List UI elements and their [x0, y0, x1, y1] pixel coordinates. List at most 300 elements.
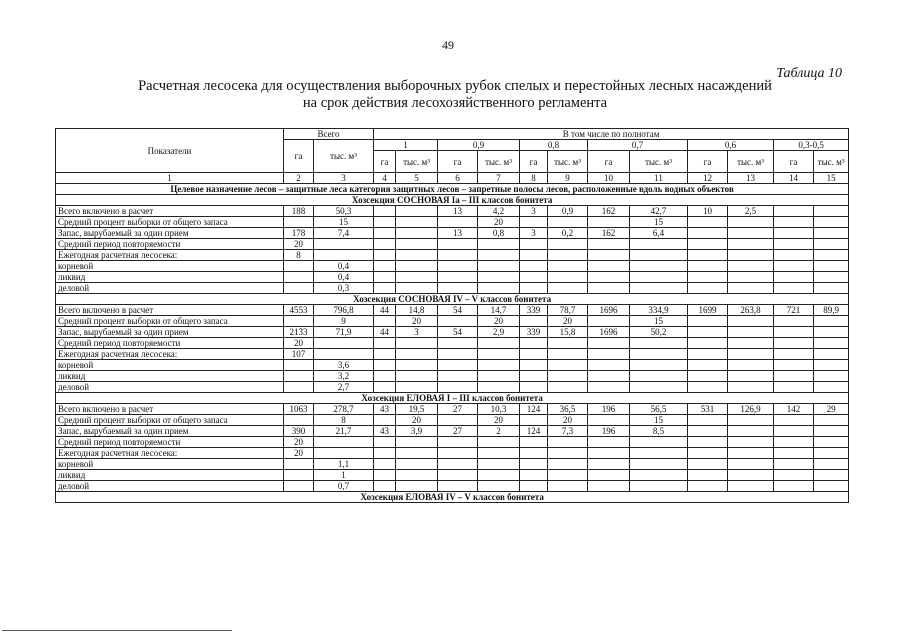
table-cell [814, 272, 849, 283]
table-cell [728, 470, 774, 481]
table-cell: 10 [688, 206, 728, 217]
table-cell: 390 [284, 426, 314, 437]
table-cell: 3,6 [314, 360, 374, 371]
table-row [56, 481, 849, 492]
table-cell [774, 250, 814, 261]
table-cell: 15,8 [548, 327, 588, 338]
table-cell [774, 426, 814, 437]
table-cell [688, 250, 728, 261]
column-number: 8 [520, 173, 548, 184]
table-cell [548, 481, 588, 492]
table-cell [374, 481, 396, 492]
table-title [110, 78, 800, 112]
table-cell [374, 382, 396, 393]
table-cell [478, 382, 520, 393]
table-cell [548, 217, 588, 228]
table-cell [728, 217, 774, 228]
row-label: ликвид [56, 371, 284, 382]
table-cell [814, 261, 849, 272]
table-cell [630, 349, 688, 360]
table-row [56, 327, 849, 338]
column-number: 14 [774, 173, 814, 184]
row-label: Средний процент выборки от общего запаса [56, 217, 284, 228]
page-number: 49 [442, 38, 454, 52]
table-cell [520, 261, 548, 272]
table-cell [438, 250, 478, 261]
table-cell [396, 481, 438, 492]
table-cell [688, 470, 728, 481]
table-cell [374, 459, 396, 470]
table-cell [688, 349, 728, 360]
table-cell [728, 349, 774, 360]
table-cell: 0,2 [548, 228, 588, 239]
table-cell: 43 [374, 404, 396, 415]
table-cell [478, 470, 520, 481]
table-cell [728, 272, 774, 283]
table-cell [374, 371, 396, 382]
header-group-0-9: 0,9 [438, 140, 520, 151]
table-cell [630, 250, 688, 261]
table-cell [688, 371, 728, 382]
row-label: Ежегодная расчетная лесосека: [56, 349, 284, 360]
table-cell [630, 459, 688, 470]
table-cell [548, 382, 588, 393]
table-row [56, 272, 849, 283]
table-cell: 196 [588, 404, 630, 415]
title-line-2: на срок действия лесохозяйственного регламента [302, 95, 608, 111]
table-cell [630, 239, 688, 250]
header-sub-ga: га [774, 151, 814, 173]
table-cell: 9 [314, 316, 374, 327]
table-cell: 339 [520, 305, 548, 316]
row-label: Ежегодная расчетная лесосека: [56, 250, 284, 261]
table-cell [728, 316, 774, 327]
table-cell: 15 [630, 217, 688, 228]
table-cell [478, 448, 520, 459]
table-cell [284, 382, 314, 393]
table-cell [688, 448, 728, 459]
table-cell [478, 459, 520, 470]
table-cell [438, 360, 478, 371]
header-group-0-6: 0,6 [688, 140, 774, 151]
table-cell: 36,5 [548, 404, 588, 415]
table-cell [814, 382, 849, 393]
table-cell: 142 [774, 404, 814, 415]
table-cell: 20 [478, 316, 520, 327]
table-cell: 178 [284, 228, 314, 239]
table-cell [728, 283, 774, 294]
table-row [56, 206, 849, 217]
table-cell [774, 481, 814, 492]
header-sub-tys-m3: тыс. м³ [396, 151, 438, 173]
table-cell [688, 272, 728, 283]
table-cell [374, 250, 396, 261]
table-cell [520, 415, 548, 426]
table-cell [284, 415, 314, 426]
table-cell: 1696 [588, 327, 630, 338]
table-cell [478, 239, 520, 250]
table-cell [520, 239, 548, 250]
table-cell: 7,3 [548, 426, 588, 437]
table-cell [520, 316, 548, 327]
table-cell [728, 415, 774, 426]
row-label: Средний процент выборки от общего запаса [56, 316, 284, 327]
table-cell [478, 283, 520, 294]
table-cell [588, 360, 630, 371]
table-cell [396, 448, 438, 459]
table-cell [284, 470, 314, 481]
table-cell [774, 382, 814, 393]
table-cell [520, 217, 548, 228]
table-cell: 43 [374, 426, 396, 437]
table-cell [374, 206, 396, 217]
table-cell: 20 [396, 415, 438, 426]
table-cell [374, 217, 396, 228]
header-vsego: Всего [284, 129, 374, 140]
table-cell: 107 [284, 349, 314, 360]
table-cell [374, 316, 396, 327]
table-cell [814, 283, 849, 294]
table-cell [588, 481, 630, 492]
header-sub-ga: га [588, 151, 630, 173]
table-cell [774, 360, 814, 371]
table-cell [688, 481, 728, 492]
table-cell [548, 250, 588, 261]
section-title: Хозсекция ЕЛОВАЯ IV – V классов бонитета [56, 492, 849, 503]
table-cell [588, 239, 630, 250]
table-cell: 3 [520, 228, 548, 239]
table-cell: 89,9 [814, 305, 849, 316]
column-number: 12 [688, 173, 728, 184]
table-row [56, 448, 849, 459]
table-cell [688, 327, 728, 338]
table-cell [774, 239, 814, 250]
purpose-row: Целевое назначение лесов – защитные леса категория защитных лесов – запретные полосы лесов, расположенные вдоль водных объектов [56, 184, 849, 195]
table-cell [728, 426, 774, 437]
table-cell [396, 338, 438, 349]
header-group-0-7: 0,7 [588, 140, 688, 151]
table-cell: 126,9 [728, 404, 774, 415]
table-cell [284, 481, 314, 492]
table-cell [588, 283, 630, 294]
header-sub-tys-m3: тыс. м³ [630, 151, 688, 173]
table-cell [814, 415, 849, 426]
table-cell [374, 283, 396, 294]
table-cell [478, 437, 520, 448]
table-cell [520, 360, 548, 371]
table-cell: 162 [588, 228, 630, 239]
table-cell [774, 283, 814, 294]
table-cell [630, 261, 688, 272]
table-cell [548, 360, 588, 371]
table-cell [588, 349, 630, 360]
table-cell [520, 459, 548, 470]
table-cell [588, 217, 630, 228]
table-cell [588, 415, 630, 426]
row-label: деловой [56, 382, 284, 393]
table-cell [814, 239, 849, 250]
header-group-1: 1 [374, 140, 438, 151]
table-row [56, 261, 849, 272]
footnote-rule [2, 630, 232, 631]
table-cell: 0,8 [478, 228, 520, 239]
table-cell [284, 371, 314, 382]
table-cell [520, 481, 548, 492]
column-number: 3 [314, 173, 374, 184]
row-label: Средний процент выборки от общего запаса [56, 415, 284, 426]
table-cell: 3,2 [314, 371, 374, 382]
table-cell [774, 437, 814, 448]
table-cell [548, 437, 588, 448]
row-label: корневой [56, 459, 284, 470]
table-cell [284, 261, 314, 272]
table-row [56, 437, 849, 448]
table-row [56, 217, 849, 228]
table-cell [314, 349, 374, 360]
table-cell: 20 [396, 316, 438, 327]
table-cell [520, 437, 548, 448]
header-sub-ga: га [374, 151, 396, 173]
table-cell [438, 283, 478, 294]
table-cell [314, 338, 374, 349]
table-cell [728, 437, 774, 448]
table-cell: 42,7 [630, 206, 688, 217]
table-cell [630, 371, 688, 382]
table-cell [814, 349, 849, 360]
table-cell [588, 437, 630, 448]
column-number: 10 [588, 173, 630, 184]
column-number: 13 [728, 173, 774, 184]
table-cell: 50,2 [630, 327, 688, 338]
table-cell [588, 261, 630, 272]
table-cell [438, 338, 478, 349]
row-label: корневой [56, 261, 284, 272]
table-cell [688, 239, 728, 250]
table-cell [396, 261, 438, 272]
table-cell [630, 470, 688, 481]
header-sub-ga: га [688, 151, 728, 173]
table-cell [728, 481, 774, 492]
table-cell [774, 206, 814, 217]
table-cell [728, 459, 774, 470]
table-cell [520, 338, 548, 349]
column-number: 7 [478, 173, 520, 184]
table-cell [438, 415, 478, 426]
table-cell: 1696 [588, 305, 630, 316]
table-cell: 796,8 [314, 305, 374, 316]
table-cell: 3,9 [396, 426, 438, 437]
table-cell [548, 349, 588, 360]
table-cell: 20 [548, 415, 588, 426]
table-cell: 14,8 [396, 305, 438, 316]
table-cell [478, 272, 520, 283]
table-cell [438, 382, 478, 393]
table-cell: 0,4 [314, 261, 374, 272]
table-cell [314, 448, 374, 459]
table-cell [688, 459, 728, 470]
table-cell [396, 349, 438, 360]
table-cell [774, 261, 814, 272]
table-cell [814, 206, 849, 217]
table-cell: 19,5 [396, 404, 438, 415]
table-cell [438, 470, 478, 481]
table-row [56, 382, 849, 393]
table-cell [284, 459, 314, 470]
table-cell [688, 382, 728, 393]
table-cell: 13 [438, 206, 478, 217]
table-cell [520, 448, 548, 459]
table-cell: 20 [284, 437, 314, 448]
table-cell: 29 [814, 404, 849, 415]
table-cell: 188 [284, 206, 314, 217]
table-cell [774, 349, 814, 360]
table-row [56, 360, 849, 371]
table-cell: 334,9 [630, 305, 688, 316]
header-group-0-3-0-5: 0,3-0,5 [774, 140, 849, 151]
table-cell: 71,9 [314, 327, 374, 338]
table-row [56, 239, 849, 250]
table-cell [374, 448, 396, 459]
column-number: 1 [56, 173, 284, 184]
table-cell [588, 250, 630, 261]
table-cell [688, 437, 728, 448]
table-cell [548, 261, 588, 272]
table-cell [374, 272, 396, 283]
table-cell [814, 437, 849, 448]
table-cell [314, 250, 374, 261]
table-cell [520, 382, 548, 393]
table-cell [774, 228, 814, 239]
table-cell [588, 272, 630, 283]
table-cell: 6,4 [630, 228, 688, 239]
table-cell [814, 250, 849, 261]
table-cell: 21,7 [314, 426, 374, 437]
table-cell [728, 338, 774, 349]
table-cell: 531 [688, 404, 728, 415]
table-cell [814, 481, 849, 492]
table-cell [284, 283, 314, 294]
table-row [56, 426, 849, 437]
table-cell [396, 217, 438, 228]
table-cell [284, 360, 314, 371]
table-cell: 27 [438, 404, 478, 415]
table-cell [688, 426, 728, 437]
table-cell [374, 349, 396, 360]
table-cell [588, 448, 630, 459]
table-cell [814, 470, 849, 481]
header-vsego-ga: га [284, 140, 314, 173]
table-cell [630, 437, 688, 448]
table-cell: 339 [520, 327, 548, 338]
table-cell [396, 437, 438, 448]
table-label: Таблица 10 [776, 66, 842, 81]
table-cell [520, 283, 548, 294]
table-cell [548, 448, 588, 459]
row-label: Запас, вырубаемый за один прием [56, 327, 284, 338]
table-cell [284, 217, 314, 228]
table-cell [520, 272, 548, 283]
table-cell [438, 217, 478, 228]
table-cell [774, 272, 814, 283]
table-cell: 14,7 [478, 305, 520, 316]
table-cell [728, 360, 774, 371]
table-cell [438, 437, 478, 448]
section-title: Хозсекция СОСНОВАЯ Iа – III классов бонитета [56, 195, 849, 206]
table-cell [396, 371, 438, 382]
table-cell [374, 415, 396, 426]
table-row [56, 228, 849, 239]
column-number: 9 [548, 173, 588, 184]
table-cell [630, 360, 688, 371]
table-cell [588, 459, 630, 470]
column-number: 15 [814, 173, 849, 184]
table-cell [548, 272, 588, 283]
row-label: Средний период повторяемости [56, 239, 284, 250]
table-cell: 0,3 [314, 283, 374, 294]
section-title: Хозсекция СОСНОВАЯ IV – V классов бонитета [56, 294, 849, 305]
table-cell [814, 327, 849, 338]
table-cell: 10,3 [478, 404, 520, 415]
table-cell: 20 [284, 448, 314, 459]
table-cell [478, 349, 520, 360]
table-cell: 8 [284, 250, 314, 261]
table-cell [478, 250, 520, 261]
header-sub-tys-m3: тыс. м³ [814, 151, 849, 173]
column-number: 2 [284, 173, 314, 184]
table-cell [478, 481, 520, 492]
table-cell [728, 448, 774, 459]
table-cell: 278,7 [314, 404, 374, 415]
header-group-0-8: 0,8 [520, 140, 588, 151]
table-cell: 8 [314, 415, 374, 426]
table-cell [774, 316, 814, 327]
table-cell: 2 [478, 426, 520, 437]
table-cell: 20 [284, 338, 314, 349]
table-cell [630, 283, 688, 294]
table-cell [374, 437, 396, 448]
table-cell [814, 228, 849, 239]
table-cell [814, 426, 849, 437]
header-sub-ga: га [438, 151, 478, 173]
table-cell [630, 481, 688, 492]
table-cell [396, 283, 438, 294]
row-label: Всего включено в расчет [56, 305, 284, 316]
table-cell: 196 [588, 426, 630, 437]
table-cell [814, 371, 849, 382]
row-label: Всего включено в расчет [56, 206, 284, 217]
row-label: деловой [56, 481, 284, 492]
table-cell [814, 316, 849, 327]
table-cell: 1,1 [314, 459, 374, 470]
column-number: 5 [396, 173, 438, 184]
table-cell: 124 [520, 404, 548, 415]
table-cell: 3 [396, 327, 438, 338]
table-cell [520, 250, 548, 261]
table-cell [688, 217, 728, 228]
table-cell [688, 338, 728, 349]
table-cell: 4,2 [478, 206, 520, 217]
table-cell [774, 371, 814, 382]
table-cell: 50,3 [314, 206, 374, 217]
table-cell: 263,8 [728, 305, 774, 316]
table-cell [630, 272, 688, 283]
table-cell [814, 360, 849, 371]
table-cell [374, 360, 396, 371]
table-cell [438, 448, 478, 459]
table-cell [284, 272, 314, 283]
table-cell [374, 338, 396, 349]
row-label: корневой [56, 360, 284, 371]
